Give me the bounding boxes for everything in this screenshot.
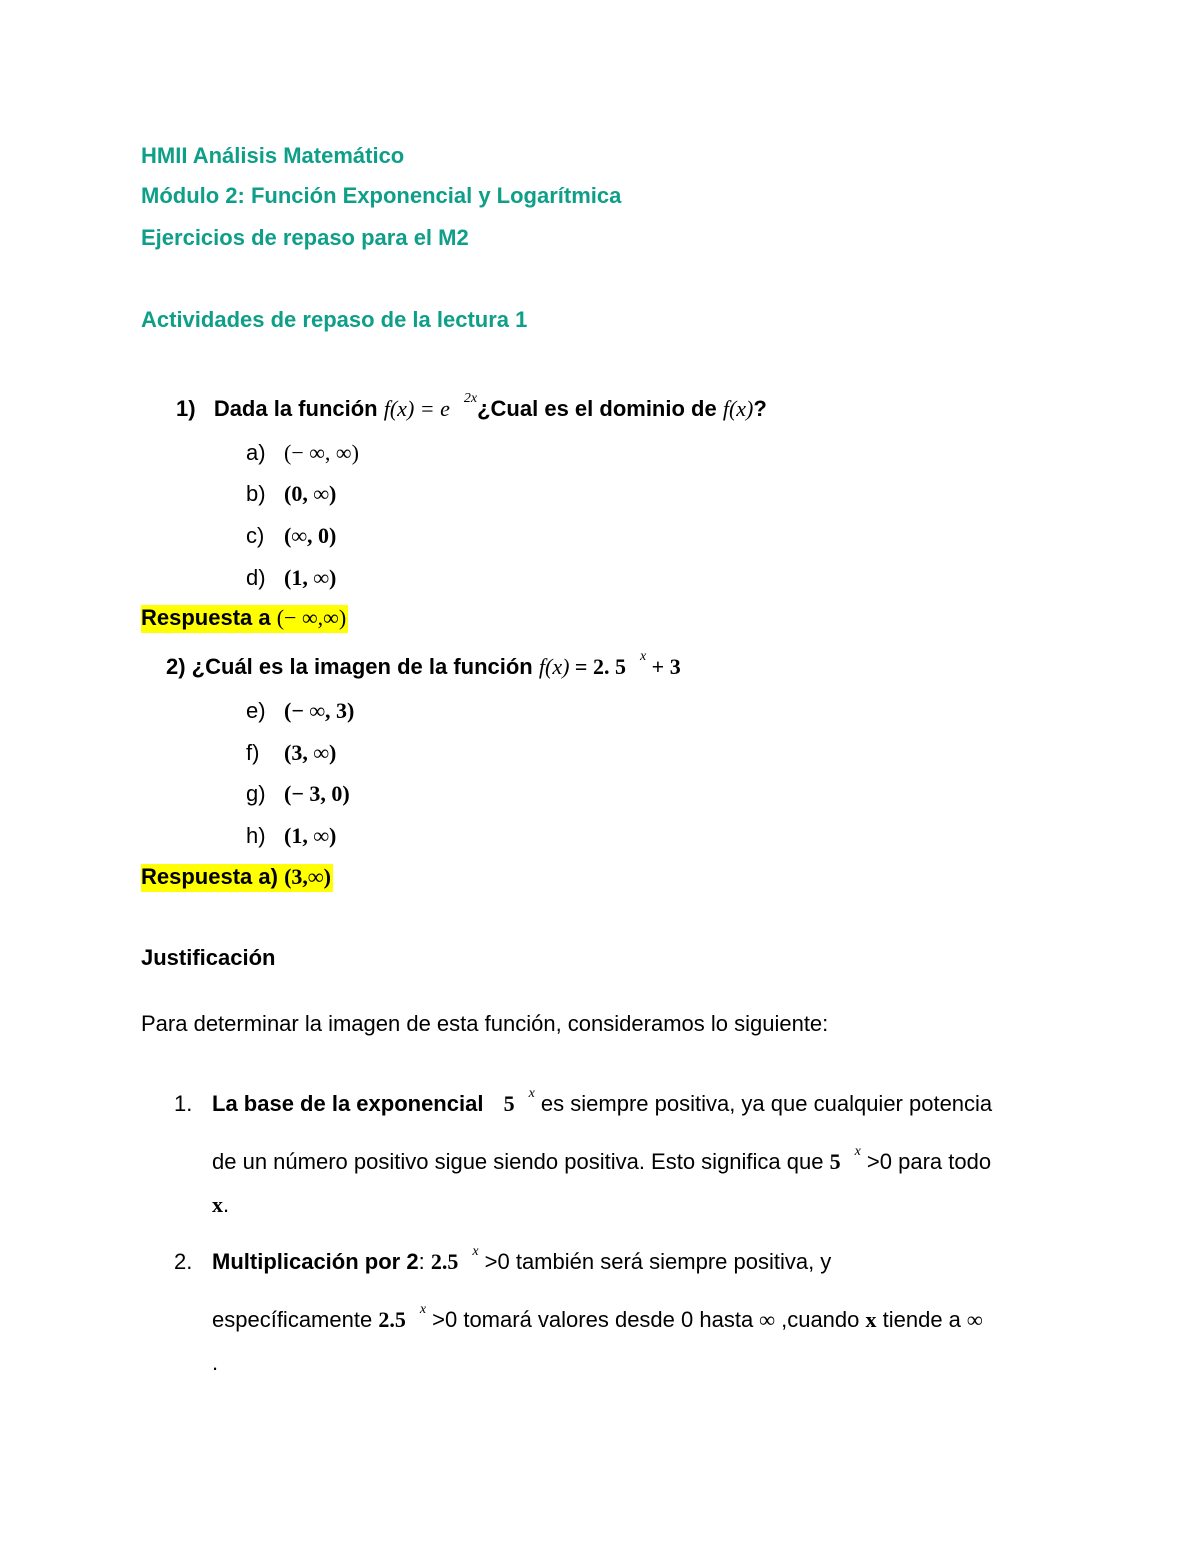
option-value: (1, ∞) xyxy=(284,823,337,848)
exponent: 2x xyxy=(463,391,478,406)
period: . xyxy=(212,1350,219,1375)
question-text: Dada la función xyxy=(213,396,384,421)
question-1 xyxy=(176,391,767,422)
option-b xyxy=(246,481,336,507)
question-2 xyxy=(166,649,681,680)
item-1-line-3 xyxy=(212,1192,229,1218)
justification-title: Justificación xyxy=(141,945,276,970)
option-label: b) xyxy=(246,481,266,506)
answer-value: (3,∞) xyxy=(284,864,331,889)
question-mark: ? xyxy=(753,396,767,421)
function-f: f(x) xyxy=(722,396,754,421)
variable: x xyxy=(212,1192,223,1217)
equation: = e xyxy=(414,396,450,421)
exponent: x xyxy=(854,1144,861,1159)
item-2-line-3 xyxy=(212,1350,218,1376)
infinity: ∞ xyxy=(967,1307,983,1332)
function-f: f(x) xyxy=(383,396,415,421)
item-2-text-4: ,cuando xyxy=(774,1307,866,1332)
item-2-text-5: tiende a xyxy=(876,1307,968,1332)
option-label: h) xyxy=(246,823,266,848)
option-e xyxy=(246,698,354,724)
item-2-text-1: >0 también será siempre positiva, y xyxy=(478,1249,832,1274)
exponent: x xyxy=(528,1086,535,1101)
item-1-bold: La base de la exponencial xyxy=(212,1091,484,1116)
item-1-number: 1. xyxy=(174,1091,193,1116)
answer-label: Respuesta a xyxy=(141,605,277,630)
option-value: (1, ∞) xyxy=(284,565,337,590)
item-1-text-1: es siempre positiva, ya que cualquier potencia xyxy=(534,1091,993,1116)
option-a xyxy=(246,440,359,466)
option-h xyxy=(246,823,336,849)
item-1-line-2 xyxy=(212,1144,992,1175)
option-c xyxy=(246,523,336,549)
question-text: 2) ¿Cuál es la imagen de la función xyxy=(166,654,539,679)
period: . xyxy=(223,1192,230,1217)
exponent: x xyxy=(639,649,647,664)
base: 5 xyxy=(829,1149,841,1174)
exponent: x xyxy=(419,1302,427,1317)
question-text-b: ¿Cual es el dominio de xyxy=(477,396,723,421)
option-label: c) xyxy=(246,523,265,548)
option-value: (3, ∞) xyxy=(284,740,337,765)
activities-title: Actividades de repaso de la lectura 1 xyxy=(141,307,528,332)
exponent: x xyxy=(472,1244,479,1259)
option-label: d) xyxy=(246,565,266,590)
item-2-bold: Multiplicación por 2 xyxy=(212,1249,419,1274)
answer-label: Respuesta a) xyxy=(141,864,285,889)
option-label: g) xyxy=(246,781,266,806)
item-1-text-3: >0 para todo xyxy=(860,1149,992,1174)
function-f: f(x) xyxy=(538,654,570,679)
option-value: (− 3, 0) xyxy=(284,781,350,806)
option-f xyxy=(246,740,336,766)
item-2-line-1 xyxy=(212,1244,832,1275)
option-label: e) xyxy=(246,698,266,723)
option-label: f) xyxy=(246,740,260,765)
option-value: (0, ∞) xyxy=(284,481,337,506)
answer-value: (− ∞,∞) xyxy=(276,605,347,630)
item-2-text-2: específicamente xyxy=(212,1307,379,1332)
item-2-line-2 xyxy=(212,1302,983,1333)
infinity: ∞ xyxy=(759,1307,775,1332)
item-2-text-3: >0 tomará valores desde 0 hasta xyxy=(426,1307,760,1332)
module-title: Módulo 2: Función Exponencial y Logarítmica xyxy=(141,183,622,208)
colon: : xyxy=(418,1249,431,1274)
item-1-line-1 xyxy=(212,1086,993,1117)
equation: = 2. 5 xyxy=(569,654,626,679)
option-value: (∞, 0) xyxy=(284,523,337,548)
option-label: a) xyxy=(246,440,266,465)
exercises-title: Ejercicios de repaso para el M2 xyxy=(141,225,469,250)
base: 2.5 xyxy=(378,1307,406,1332)
base: 5 xyxy=(503,1091,515,1116)
variable: x xyxy=(865,1307,877,1332)
equation-tail: + 3 xyxy=(646,654,681,679)
justification-intro: Para determinar la imagen de esta función, consideramos lo siguiente: xyxy=(141,1011,829,1036)
answer-1 xyxy=(141,605,348,633)
item-1-text-2: de un número positivo sigue siendo positiva. Esto significa que xyxy=(212,1149,830,1174)
course-title: HMII Análisis Matemático xyxy=(141,143,405,168)
item-2-number: 2. xyxy=(174,1249,193,1274)
option-value: (− ∞, 3) xyxy=(284,698,355,723)
option-value: (− ∞, ∞) xyxy=(284,440,359,465)
answer-2 xyxy=(141,864,333,892)
option-g xyxy=(246,781,350,807)
option-d xyxy=(246,565,336,591)
base: 2.5 xyxy=(430,1249,459,1274)
question-number: 1) xyxy=(176,396,196,421)
